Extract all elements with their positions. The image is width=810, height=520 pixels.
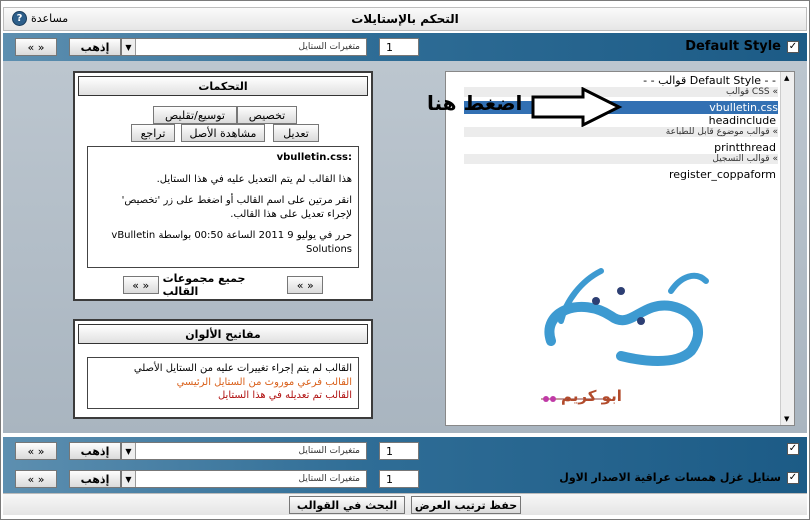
click-here-annotation [427,87,627,127]
template-item[interactable]: قوالب التسجيل « [464,154,778,164]
style-row-2 [3,437,807,465]
watermark-logo [521,261,721,421]
template-item[interactable]: - - قوالب Default Style - - [643,74,776,87]
style-name: ستايل غزل همسات عراقية الاصدار الاول [559,471,781,484]
title-bar [3,7,807,31]
template-item[interactable]: headinclude [708,114,776,127]
info-line-2: انقر مرتين على اسم القالب أو اضغط على زر 'تخصيص' لإجراء تعديل على هذا القالب. [121,195,352,220]
style-checkbox[interactable]: ✓ [788,443,798,454]
color-key-customized: القالب تم تعديله في هذا الستايل [217,390,352,401]
template-item[interactable]: printthread [714,141,776,154]
style-options-select[interactable] [121,442,367,460]
template-item[interactable]: قوالب موضوع قابل للطباعة « [464,127,778,137]
logo-subtitle: ابو كريم [561,387,622,405]
save-order-button[interactable]: حفظ ترتيب العرض [411,496,521,514]
display-order-input[interactable]: 1 [379,38,419,56]
info-line-1: هذا القالب لم يتم التعديل عليه في هذا الستايل. [156,173,352,185]
info-title: vbulletin.css: [276,152,352,163]
go-button[interactable]: إذهب [69,442,121,460]
chevron-down-icon[interactable]: ▼ [122,443,136,459]
groups-nav-button-right[interactable]: « » [287,276,323,294]
controls-panel [73,71,373,301]
info-line-3: حرر في يوليو 9 2011 الساعة 00:50 بواسطة vBulletin Solutions [111,230,352,255]
groups-nav-button-left[interactable]: « » [123,276,159,294]
style-checkbox[interactable]: ✓ [788,40,798,52]
color-key-inherited: القالب فرعي موروث من الستايل الرئيسي [176,376,352,388]
help-label[interactable]: مساعدة [31,12,69,25]
style-options-select[interactable] [121,38,367,56]
expand-collapse-button[interactable]: توسيع/تقليص [153,106,237,124]
display-order-input[interactable]: 1 [379,442,419,460]
nav-button[interactable]: « » [15,38,57,56]
template-item[interactable]: register_coppaform [668,168,776,181]
groups-label: جميع مجموعات القالب [162,272,246,298]
select-text: متغيرات الستايل [298,474,360,484]
search-templates-button[interactable]: البحث في القوالب [289,496,405,514]
nav-button[interactable]: « » [15,470,57,488]
template-item[interactable]: vbulletin.css [464,101,778,114]
scrollbar[interactable] [780,72,794,425]
style-options-select[interactable] [121,470,367,488]
scroll-down-icon[interactable]: ▼ [784,415,790,423]
go-button[interactable]: إذهب [69,470,121,488]
page-title: التحكم بالإستايلات [351,12,459,26]
help-icon[interactable]: ? [12,11,27,26]
annotation-text: اضغط هنا [427,91,523,115]
template-groups-row [123,272,323,298]
template-item[interactable]: قوالب CSS « [464,87,778,97]
style-checkbox[interactable]: ✓ [788,471,798,483]
view-original-button[interactable]: مشاهدة الأصل [181,124,265,142]
color-keys-box [87,357,359,409]
scroll-up-icon[interactable]: ▲ [784,74,790,82]
edit-button[interactable]: تعديل [273,124,319,142]
style-row-3 [3,465,807,493]
template-info [87,146,359,268]
footer-bar [3,493,807,515]
arrow-right-icon [531,87,623,127]
controls-header: التحكمات [78,76,368,96]
chevron-down-icon[interactable]: ▼ [122,39,136,55]
nav-button[interactable]: « » [15,442,57,460]
display-order-input[interactable]: 1 [379,470,419,488]
help-link[interactable] [12,11,68,26]
style-title [685,39,799,54]
style-name: Default Style [685,39,781,54]
revert-button[interactable]: تراجع [131,124,175,142]
select-text: متغيرات الستايل [298,446,360,456]
style-title [787,443,799,455]
style-row-default [3,33,807,61]
customize-button[interactable]: تخصيص [237,106,297,124]
color-key-original: القالب لم يتم إجراء تغييرات عليه من الستايل الأصلي [133,363,352,374]
select-text: متغيرات الستايل [298,42,360,52]
color-keys-panel [73,319,373,419]
chevron-down-icon[interactable]: ▼ [122,471,136,487]
go-button[interactable]: إذهب [69,38,121,56]
style-title [559,471,799,484]
color-keys-header: مفاتيح الألوان [78,324,368,344]
